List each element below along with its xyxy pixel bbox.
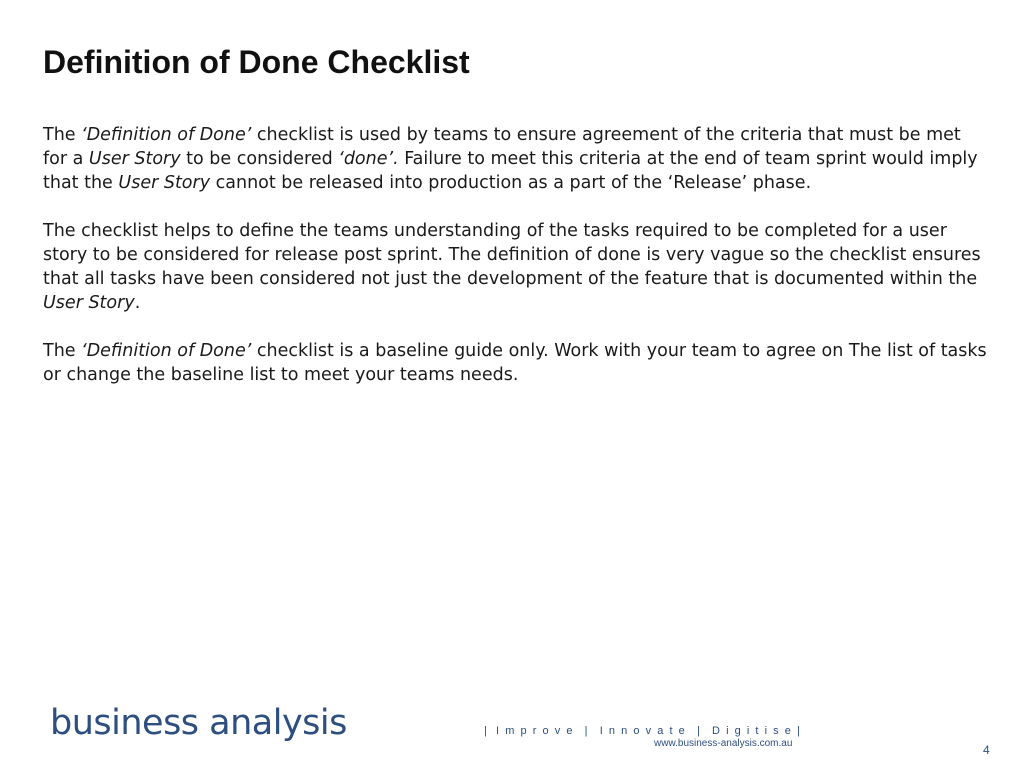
- text-run: checklist is used by teams to ensure agreement of the criteria that must be met for a: [43, 125, 961, 169]
- italic-run: ‘Definition of Done’: [81, 341, 252, 361]
- paragraph-2: [43, 219, 988, 315]
- text-run: Failure to meet this criteria at the end of team sprint would imply that the: [43, 149, 978, 193]
- slide-title: Definition of Done Checklist: [43, 44, 470, 80]
- text-run: The: [43, 341, 82, 361]
- text-run: checklist is a baseline guide only. Work with your team to agree on The list of tasks or change the baseline list to meet your teams needs.: [43, 341, 987, 385]
- paragraph-3: [43, 339, 988, 387]
- slide-body: [43, 123, 988, 411]
- text-run: cannot be released into production as a part of the ‘Release’ phase.: [210, 173, 812, 193]
- text-run: The: [43, 125, 82, 145]
- text-run: The checklist helps to define the teams understanding of the tasks required to be completed for a user story to be considered for release post sprint. The definition of done is very vague so the checklist ensures that all tasks have been considered not just the development of the feature that is documented within the: [43, 221, 981, 289]
- footer-tagline: | I m p r o v e | I n n o v a t e | D i g i t i s e |: [484, 725, 800, 737]
- italic-run: User Story: [43, 293, 135, 313]
- website-link[interactable]: www.business-analysis.com.au: [654, 738, 793, 749]
- text-run: .: [134, 293, 141, 313]
- text-run: to be considered: [180, 149, 339, 169]
- business-analysis-logo: business analysis: [50, 703, 347, 743]
- italic-run: User Story: [88, 149, 181, 169]
- paragraph-1: [43, 123, 988, 195]
- italic-run: ‘done’.: [338, 149, 399, 169]
- italic-run: ‘Definition of Done’: [81, 125, 252, 145]
- page-number: 4: [983, 743, 990, 757]
- italic-run: User Story: [118, 173, 211, 193]
